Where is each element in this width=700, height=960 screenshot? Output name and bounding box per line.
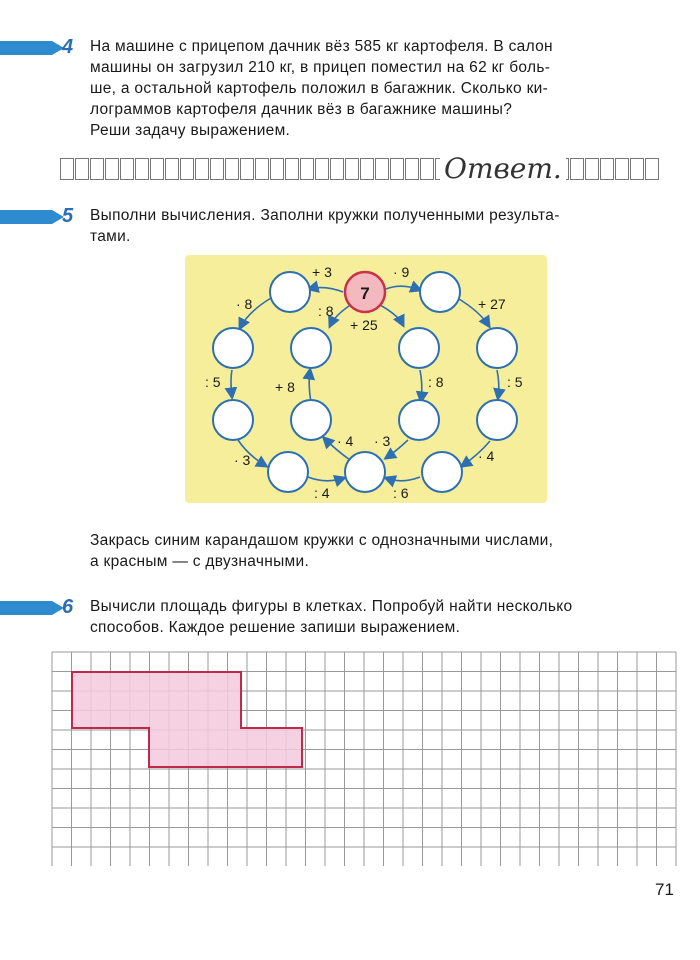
op-label: · 3: [234, 452, 251, 468]
result-circle[interactable]: [268, 452, 308, 492]
result-circle[interactable]: [422, 452, 462, 492]
task-5-number: 5: [62, 205, 74, 227]
task-5-line: Закрась синим карандашом кружки с однозначными числами,: [90, 532, 554, 549]
op-label: : 8: [428, 374, 444, 390]
result-circle[interactable]: [213, 400, 253, 440]
op-label: : 5: [507, 374, 523, 390]
op-label: · 4: [337, 433, 354, 449]
answer-label: Ответ.: [440, 152, 566, 185]
task-4-line: лограммов картофеля дачник вёз в багажнике машины?: [90, 101, 513, 118]
task-4-line: ше, а остальной картофель положил в багажник. Сколько ки-: [90, 80, 549, 97]
result-circle[interactable]: [399, 400, 439, 440]
result-circle[interactable]: [477, 400, 517, 440]
result-circle[interactable]: [291, 400, 331, 440]
arrow-7-to-inner-right: [380, 305, 403, 325]
arrow-bottom-left-to-bottom: [308, 477, 344, 481]
result-circle[interactable]: [477, 328, 517, 368]
task-5-line: тами.: [90, 228, 131, 245]
op-label: : 4: [314, 485, 330, 501]
result-circle[interactable]: [213, 328, 253, 368]
result-circle[interactable]: [270, 272, 310, 312]
op-label: : 8: [318, 303, 334, 319]
task-4-line: Реши задачу выражением.: [90, 122, 291, 139]
op-label: · 9: [393, 264, 410, 280]
op-label: : 6: [393, 485, 409, 501]
task-6-line: Вычисли площадь фигуры в клетках. Попробуй найти несколько: [90, 598, 573, 615]
square-grid[interactable]: [50, 650, 680, 866]
task-6-text: [90, 596, 680, 638]
figure-shape: [72, 672, 302, 767]
arrow-7-to-top-right: [386, 286, 420, 290]
op-label: · 8: [236, 296, 253, 312]
result-circle[interactable]: [399, 328, 439, 368]
task-5-line: Выполни вычисления. Заполни кружки полученными результа-: [90, 207, 560, 224]
arrow-inner-right-to-inner-low-right: [420, 370, 422, 401]
task-6-number: 6: [62, 596, 74, 618]
task-6-line: способов. Каждое решение запиши выражением.: [90, 619, 461, 636]
start-value: 7: [360, 284, 370, 303]
task-5-followup: [90, 530, 680, 572]
result-circle[interactable]: [345, 452, 385, 492]
arrow-inner-low-left-to-inner-left: [309, 370, 311, 402]
op-label: · 3: [374, 433, 391, 449]
task-4-number: 4: [62, 36, 74, 58]
result-circle[interactable]: [420, 272, 460, 312]
arrow-right-to-lower-right: [497, 370, 499, 398]
task-4-line: На машине с прицепом дачник вёз 585 кг картофеля. В салон: [90, 38, 553, 55]
op-label: : 5: [205, 374, 221, 390]
op-label: + 25: [350, 317, 378, 333]
op-label: + 8: [275, 379, 295, 395]
page-number: 71: [655, 880, 674, 899]
task-4-line: машины он загрузил 210 кг, в прицеп поместил на 62 кг боль-: [90, 59, 551, 76]
result-circle[interactable]: [291, 328, 331, 368]
arrow-left-to-lower-left: [231, 370, 232, 397]
arrow-7-to-top-left: [309, 288, 343, 292]
op-label: + 27: [478, 296, 506, 312]
task-5-line: а красным — с двузначными.: [90, 553, 310, 570]
task-6-marker: [0, 601, 52, 615]
op-label: · 4: [478, 448, 495, 464]
arrow-bottom-right-to-bottom: [386, 477, 420, 481]
op-label: + 3: [312, 264, 332, 280]
